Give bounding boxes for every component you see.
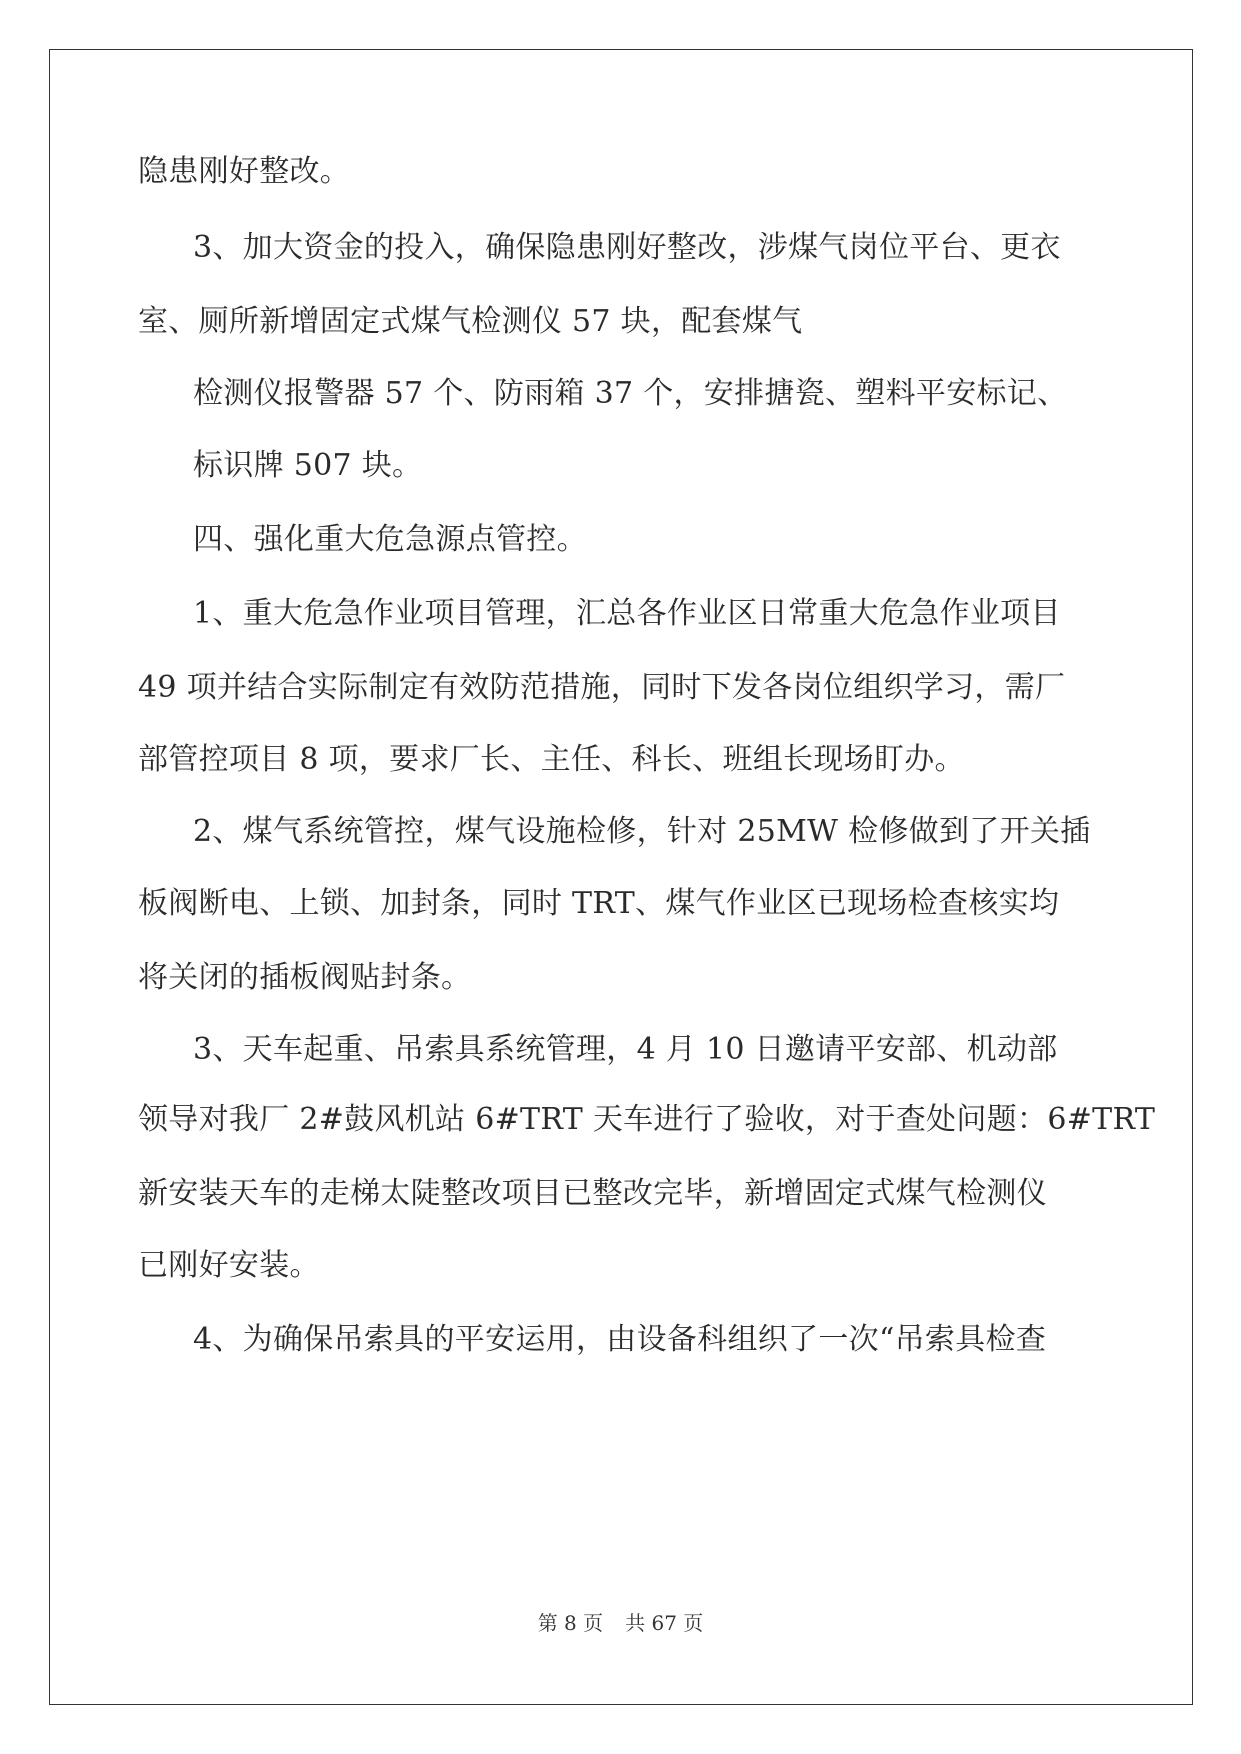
text-line: 3、天车起重、吊索具系统管理，4 月 10 日邀请平安部、机动部	[193, 1032, 1058, 1067]
text-line: 标识牌 507 块。	[193, 448, 423, 483]
text-line: 1、重大危急作业项目管理，汇总各作业区日常重大危急作业项目	[193, 596, 1061, 631]
text-line: 3、加大资金的投入，确保隐患刚好整改，涉煤气岗位平台、更衣	[193, 230, 1061, 265]
text-line: 领导对我厂 2#鼓风机站 6#TRT 天车进行了验收，对于查处问题：6#TRT	[138, 1102, 1156, 1137]
text-line: 49 项并结合实际制定有效防范措施，同时下发各岗位组织学习，需厂	[138, 670, 1066, 705]
page-total: 共 67 页	[625, 1611, 704, 1635]
text-line: 室、厕所新增固定式煤气检测仪 57 块，配套煤气	[138, 304, 803, 339]
page-number: 第 8 页	[537, 1611, 604, 1635]
text-line: 新安装天车的走梯太陡整改项目已整改完毕，新增固定式煤气检测仪	[138, 1176, 1047, 1211]
text-line: 部管控项目 8 项，要求厂长、主任、科长、班组长现场盯办。	[138, 742, 965, 777]
text-line: 4、为确保吊索具的平安运用，由设备科组织了一次“吊索具检查	[193, 1322, 1047, 1357]
text-line: 隐患刚好整改。	[138, 154, 351, 189]
text-line: 板阀断电、上锁、加封条，同时 TRT、煤气作业区已现场检查核实均	[138, 886, 1060, 921]
text-line: 将关闭的插板阀贴封条。	[138, 960, 472, 995]
page-border	[49, 49, 1193, 1705]
text-line: 四、强化重大危急源点管控。	[193, 522, 587, 557]
text-line: 已刚好安装。	[138, 1248, 320, 1283]
page-footer	[0, 1610, 1241, 1636]
text-line: 2、煤气系统管控，煤气设施检修，针对 25MW 检修做到了开关插	[193, 814, 1091, 849]
text-line: 检测仪报警器 57 个、防雨箱 37 个，安排搪瓷、塑料平安标记、	[193, 376, 1068, 411]
